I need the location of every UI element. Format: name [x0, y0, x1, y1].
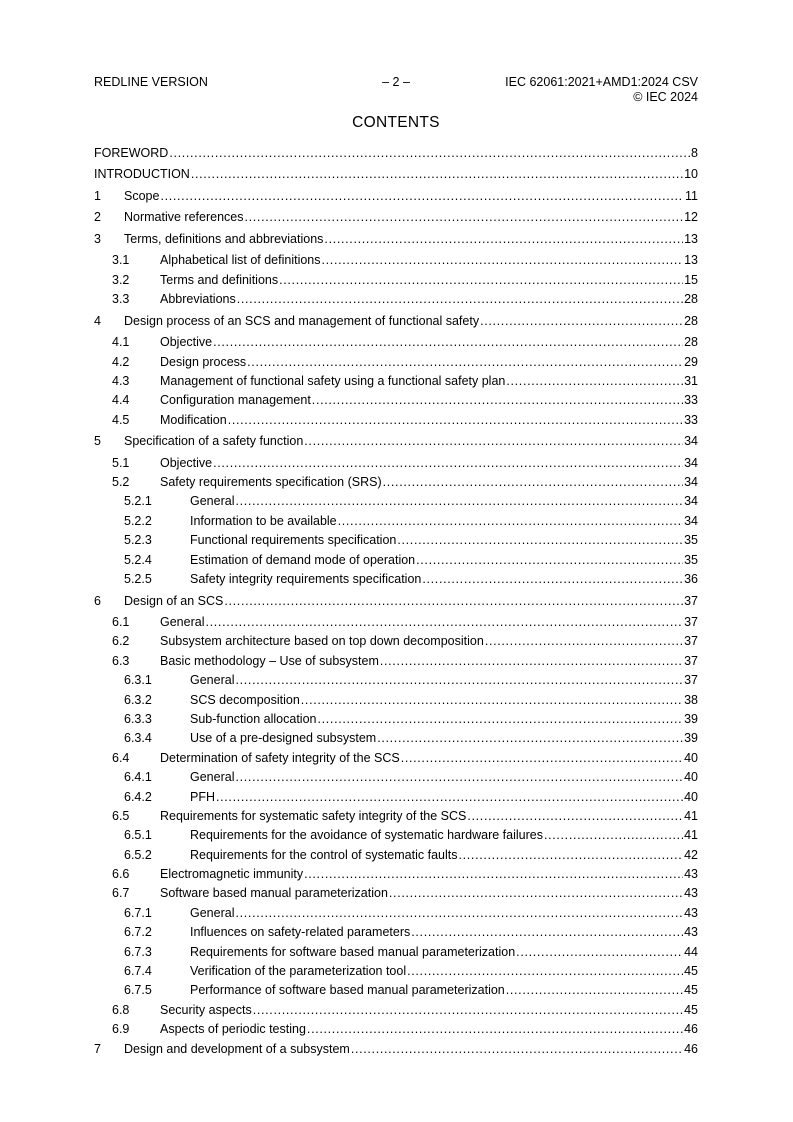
toc-entry[interactable] — [94, 865, 698, 884]
toc-entry-number: 5.2.4 — [124, 552, 152, 567]
toc-dot-leader — [235, 671, 683, 690]
toc-entry-number: 4.5 — [112, 412, 130, 427]
toc-dot-leader — [304, 432, 683, 451]
toc-dot-leader — [506, 981, 683, 1000]
toc-entry-label: Influences on safety-related parameters — [190, 923, 411, 942]
toc-entry[interactable] — [94, 923, 698, 942]
toc-entry-number: 4.2 — [112, 354, 130, 369]
toc-entry[interactable] — [94, 290, 698, 309]
toc-dot-leader — [253, 1001, 683, 1020]
toc-entry-page: 34 — [684, 475, 698, 490]
toc-entry-label: Design process of an SCS and management of functional safety — [124, 312, 480, 331]
toc-entry-label: Alphabetical list of definitions — [160, 251, 322, 270]
toc-entry-label: General — [190, 492, 235, 511]
toc-entry-number: 5.2.5 — [124, 572, 152, 587]
toc-entry-number: 5.2.2 — [124, 513, 152, 528]
toc-entry-label: Management of functional safety using a functional safety plan — [160, 372, 506, 391]
toc-entry-number: 6.5.1 — [124, 828, 152, 843]
toc-entry-label: Basic methodology – Use of subsystem — [160, 652, 380, 671]
toc-dot-leader — [516, 943, 683, 962]
toc-dot-leader — [213, 333, 683, 352]
toc-dot-leader — [322, 251, 684, 270]
toc-dot-leader — [389, 884, 683, 903]
toc-entry[interactable] — [94, 391, 698, 410]
toc-entry-page: 13 — [684, 253, 698, 268]
toc-entry-label: Estimation of demand mode of operation — [190, 551, 416, 570]
toc-entry[interactable] — [94, 904, 698, 923]
toc-entry-page: 46 — [684, 1022, 698, 1037]
toc-entry-page: 34 — [684, 494, 698, 509]
toc-entry-number: 3.3 — [112, 292, 130, 307]
toc-entry-label: Specification of a safety function — [124, 432, 304, 451]
toc-entry-page: 37 — [684, 634, 698, 649]
toc-entry-page: 45 — [684, 964, 698, 979]
toc-dot-leader — [383, 473, 683, 492]
toc-entry-page: 33 — [684, 412, 698, 427]
toc-entry-label: General — [190, 768, 235, 787]
toc-entry-page: 33 — [684, 393, 698, 408]
toc-entry-number: 6.9 — [112, 1022, 130, 1037]
toc-entry-label: Software based manual parameterization — [160, 884, 389, 903]
toc-entry-label: Electromagnetic immunity — [160, 865, 304, 884]
toc-entry-page: 11 — [685, 188, 698, 203]
toc-entry[interactable] — [94, 492, 698, 511]
toc-entry-page: 15 — [684, 272, 698, 287]
toc-entry-page: 34 — [684, 434, 698, 449]
toc-entry-page: 28 — [684, 292, 698, 307]
toc-entry-label: General — [190, 671, 235, 690]
toc-entry[interactable] — [94, 788, 698, 807]
toc-entry[interactable] — [94, 592, 698, 611]
toc-entry-page: 38 — [684, 692, 698, 707]
header-standard-number: IEC 62061:2021+AMD1:2024 CSV — [505, 75, 698, 89]
toc-entry[interactable] — [94, 551, 698, 570]
toc-entry-page: 37 — [684, 593, 698, 608]
toc-entry[interactable] — [94, 710, 698, 729]
toc-entry-number: 2 — [94, 210, 101, 225]
toc-entry-number: 4.4 — [112, 393, 130, 408]
toc-entry-label: Determination of safety integrity of the SCS — [160, 749, 401, 768]
toc-entry-number: 6.7.1 — [124, 905, 152, 920]
toc-dot-leader — [338, 512, 683, 531]
toc-entry-page: 12 — [684, 210, 698, 225]
toc-entry-label: Design of an SCS — [124, 592, 224, 611]
header-page-number: – 2 – — [382, 75, 410, 89]
toc-entry-page: 34 — [684, 513, 698, 528]
toc-entry[interactable] — [94, 613, 698, 632]
toc-dot-leader — [422, 570, 683, 589]
toc-entry-number: 6 — [94, 593, 101, 608]
toc-entry-page: 44 — [684, 944, 698, 959]
toc-entry-number: 6.1 — [112, 615, 130, 630]
toc-entry[interactable] — [94, 1020, 698, 1039]
toc-entry[interactable] — [94, 1001, 698, 1020]
toc-entry-page: 40 — [684, 750, 698, 765]
toc-entry-number: 6.5 — [112, 808, 130, 823]
toc-entry[interactable] — [94, 981, 698, 1000]
toc-dot-leader — [279, 271, 683, 290]
toc-entry-label: Security aspects — [160, 1001, 253, 1020]
toc-entry-number: 6.8 — [112, 1002, 130, 1017]
toc-entry[interactable] — [94, 333, 698, 352]
toc-entry[interactable] — [94, 846, 698, 865]
toc-entry-number: 3.2 — [112, 272, 130, 287]
toc-entry-number: 6.3.2 — [124, 692, 152, 707]
toc-entry-number: 7 — [94, 1041, 101, 1056]
toc-dot-leader — [235, 904, 683, 923]
toc-entry[interactable] — [94, 807, 698, 826]
toc-entry-page: 37 — [684, 673, 698, 688]
toc-entry[interactable] — [94, 729, 698, 748]
toc-entry[interactable] — [94, 768, 698, 787]
toc-dot-leader — [458, 846, 683, 865]
toc-entry[interactable] — [94, 671, 698, 690]
header-copyright: © IEC 2024 — [633, 90, 698, 104]
toc-dot-leader — [205, 613, 683, 632]
toc-entry-page: 39 — [684, 711, 698, 726]
toc-entry-page: 43 — [684, 925, 698, 940]
toc-entry-page: 8 — [691, 146, 698, 160]
toc-entry[interactable] — [94, 312, 698, 331]
toc-entry[interactable] — [94, 144, 698, 163]
toc-entry-number: 6.3 — [112, 653, 130, 668]
toc-dot-leader — [351, 1040, 683, 1059]
toc-entry-label: SCS decomposition — [190, 691, 301, 710]
toc-dot-leader — [237, 290, 683, 309]
toc-entry-label: PFH — [190, 788, 216, 807]
toc-entry-page: 35 — [684, 533, 698, 548]
toc-entry-label: Verification of the parameterization tool — [190, 962, 407, 981]
page-title: CONTENTS — [352, 114, 440, 131]
toc-entry-label: Configuration management — [160, 391, 312, 410]
toc-entry[interactable] — [94, 1040, 698, 1059]
toc-entry-number: 6.2 — [112, 634, 130, 649]
toc-entry-number: 1 — [94, 188, 101, 203]
toc-dot-leader — [235, 768, 683, 787]
toc-entry-label: Scope — [124, 187, 160, 206]
toc-entry-number: 6.5.2 — [124, 847, 152, 862]
toc-entry[interactable] — [94, 230, 698, 249]
toc-entry-page: 36 — [684, 572, 698, 587]
toc-entry-label: Normative references — [124, 208, 245, 227]
toc-entry[interactable] — [94, 251, 698, 270]
header-standard-id — [505, 75, 698, 105]
toc-entry-label: Terms, definitions and abbreviations — [124, 230, 324, 249]
toc-dot-leader — [216, 788, 683, 807]
toc-entry[interactable] — [94, 826, 698, 845]
toc-entry-page: 35 — [684, 552, 698, 567]
toc-entry-page: 41 — [684, 808, 698, 823]
toc-entry-number: 6.7.3 — [124, 944, 152, 959]
toc-entry-page: 42 — [684, 847, 698, 862]
toc-entry-page: 37 — [684, 653, 698, 668]
toc-dot-leader — [245, 208, 684, 227]
toc-entry-page: 31 — [684, 373, 698, 388]
toc-entry-number: 6.4.2 — [124, 789, 152, 804]
toc-dot-leader — [324, 230, 683, 249]
toc-dot-leader — [304, 865, 683, 884]
toc-entry[interactable] — [94, 271, 698, 290]
toc-dot-leader — [228, 411, 683, 430]
toc-dot-leader — [407, 962, 683, 981]
toc-entry-number: 4.3 — [112, 373, 130, 388]
toc-entry-label: Terms and definitions — [160, 271, 279, 290]
toc-entry-number: 6.7.4 — [124, 964, 152, 979]
toc-entry-label: Design process — [160, 353, 247, 372]
toc-entry-page: 45 — [684, 983, 698, 998]
toc-entry[interactable] — [94, 512, 698, 531]
toc-entry-page: 43 — [684, 905, 698, 920]
toc-dot-leader — [377, 729, 683, 748]
toc-entry-number: 6.4 — [112, 750, 130, 765]
toc-entry-number: 6.7.2 — [124, 925, 152, 940]
toc-entry-number: 5.2.1 — [124, 494, 152, 509]
toc-entry-number: 3.1 — [112, 253, 130, 268]
toc-entry-number: 6.6 — [112, 867, 130, 882]
toc-entry-number: 6.3.3 — [124, 711, 152, 726]
toc-entry-number: 5.1 — [112, 455, 130, 470]
toc-entry-number: 3 — [94, 231, 101, 246]
toc-dot-leader — [307, 1020, 683, 1039]
toc-entry-page: 40 — [684, 770, 698, 785]
toc-dot-leader — [235, 492, 683, 511]
toc-dot-leader — [160, 187, 684, 206]
toc-entry-label: Requirements for systematic safety integrity of the SCS — [160, 807, 467, 826]
toc-entry-label: Abbreviations — [160, 290, 237, 309]
toc-entry-page: 29 — [684, 354, 698, 369]
toc-entry-label: INTRODUCTION — [94, 165, 191, 184]
toc-entry-label: Information to be available — [190, 512, 338, 531]
toc-entry-number: 4 — [94, 313, 101, 328]
toc-entry-label: Performance of software based manual parameterization — [190, 981, 506, 1000]
toc-entry-page: 28 — [684, 335, 698, 350]
toc-entry-number: 6.7.5 — [124, 983, 152, 998]
toc-dot-leader — [191, 165, 683, 184]
toc-entry-label: Aspects of periodic testing — [160, 1020, 307, 1039]
toc-entry-label: Safety requirements specification (SRS) — [160, 473, 383, 492]
toc-entry-label: Requirements for the avoidance of systematic hardware failures — [190, 826, 544, 845]
toc-entry-number: 6.7 — [112, 886, 130, 901]
toc-dot-leader — [401, 749, 683, 768]
toc-entry-page: 13 — [684, 231, 698, 246]
toc-dot-leader — [480, 312, 683, 331]
toc-entry-number: 5.2.3 — [124, 533, 152, 548]
toc-entry-page: 28 — [684, 313, 698, 328]
toc-dot-leader — [317, 710, 683, 729]
toc-entry-label: Subsystem architecture based on top down decomposition — [160, 632, 485, 651]
toc-entry[interactable] — [94, 208, 698, 227]
toc-dot-leader — [506, 372, 683, 391]
toc-dot-leader — [169, 144, 690, 163]
toc-entry-page: 40 — [684, 789, 698, 804]
toc-entry-label: General — [190, 904, 235, 923]
header-version-label: REDLINE VERSION — [94, 75, 208, 89]
toc-dot-leader — [224, 592, 683, 611]
toc-entry-label: Objective — [160, 454, 213, 473]
toc-entry[interactable] — [94, 165, 698, 184]
toc-entry-page: 45 — [684, 1002, 698, 1017]
toc-entry[interactable] — [94, 473, 698, 492]
toc-entry-number: 6.4.1 — [124, 770, 152, 785]
toc-entry-page: 43 — [684, 886, 698, 901]
toc-dot-leader — [411, 923, 683, 942]
toc-entry-label: Use of a pre-designed subsystem — [190, 729, 377, 748]
toc-entry-label: Sub-function allocation — [190, 710, 317, 729]
toc-dot-leader — [247, 353, 683, 372]
toc-dot-leader — [485, 632, 683, 651]
toc-dot-leader — [397, 531, 683, 550]
toc-entry-page: 43 — [684, 867, 698, 882]
toc-entry-label: Requirements for the control of systematic faults — [190, 846, 458, 865]
toc-dot-leader — [301, 691, 683, 710]
toc-entry[interactable] — [94, 187, 698, 206]
toc-entry-label: General — [160, 613, 205, 632]
toc-entry-label: Functional requirements specification — [190, 531, 397, 550]
toc-entry-page: 46 — [684, 1041, 698, 1056]
toc-entry-label: Modification — [160, 411, 228, 430]
toc-entry-number: 6.3.4 — [124, 731, 152, 746]
toc-entry-number: 5 — [94, 434, 101, 449]
toc-entry[interactable] — [94, 411, 698, 430]
toc-entry[interactable] — [94, 531, 698, 550]
toc-dot-leader — [380, 652, 683, 671]
toc-entry-label: Safety integrity requirements specification — [190, 570, 422, 589]
toc-entry[interactable] — [94, 749, 698, 768]
toc-entry-label: Requirements for software based manual parameterization — [190, 943, 516, 962]
toc-entry-number: 5.2 — [112, 475, 130, 490]
toc-entry-page: 34 — [684, 455, 698, 470]
toc-dot-leader — [544, 826, 683, 845]
toc-entry-number: 4.1 — [112, 335, 130, 350]
toc-entry[interactable] — [94, 432, 698, 451]
toc-entry[interactable] — [94, 632, 698, 651]
toc-dot-leader — [213, 454, 683, 473]
toc-entry-label: Design and development of a subsystem — [124, 1040, 351, 1059]
toc-entry-label: FOREWORD — [94, 144, 169, 163]
toc-entry-page: 10 — [684, 167, 698, 182]
toc-entry[interactable] — [94, 372, 698, 391]
toc-entry[interactable] — [94, 570, 698, 589]
toc-dot-leader — [312, 391, 683, 410]
toc-entry[interactable] — [94, 884, 698, 903]
toc-entry[interactable] — [94, 454, 698, 473]
toc-entry-page: 37 — [684, 615, 698, 630]
toc-dot-leader — [416, 551, 683, 570]
toc-entry-page: 41 — [684, 828, 698, 843]
toc-dot-leader — [467, 807, 683, 826]
toc-entry[interactable] — [94, 353, 698, 372]
table-of-contents — [94, 144, 698, 1059]
toc-entry[interactable] — [94, 962, 698, 981]
toc-entry[interactable] — [94, 943, 698, 962]
toc-entry[interactable] — [94, 652, 698, 671]
toc-entry-page: 39 — [684, 731, 698, 746]
toc-entry-number: 6.3.1 — [124, 673, 152, 688]
toc-entry[interactable] — [94, 691, 698, 710]
toc-entry-label: Objective — [160, 333, 213, 352]
